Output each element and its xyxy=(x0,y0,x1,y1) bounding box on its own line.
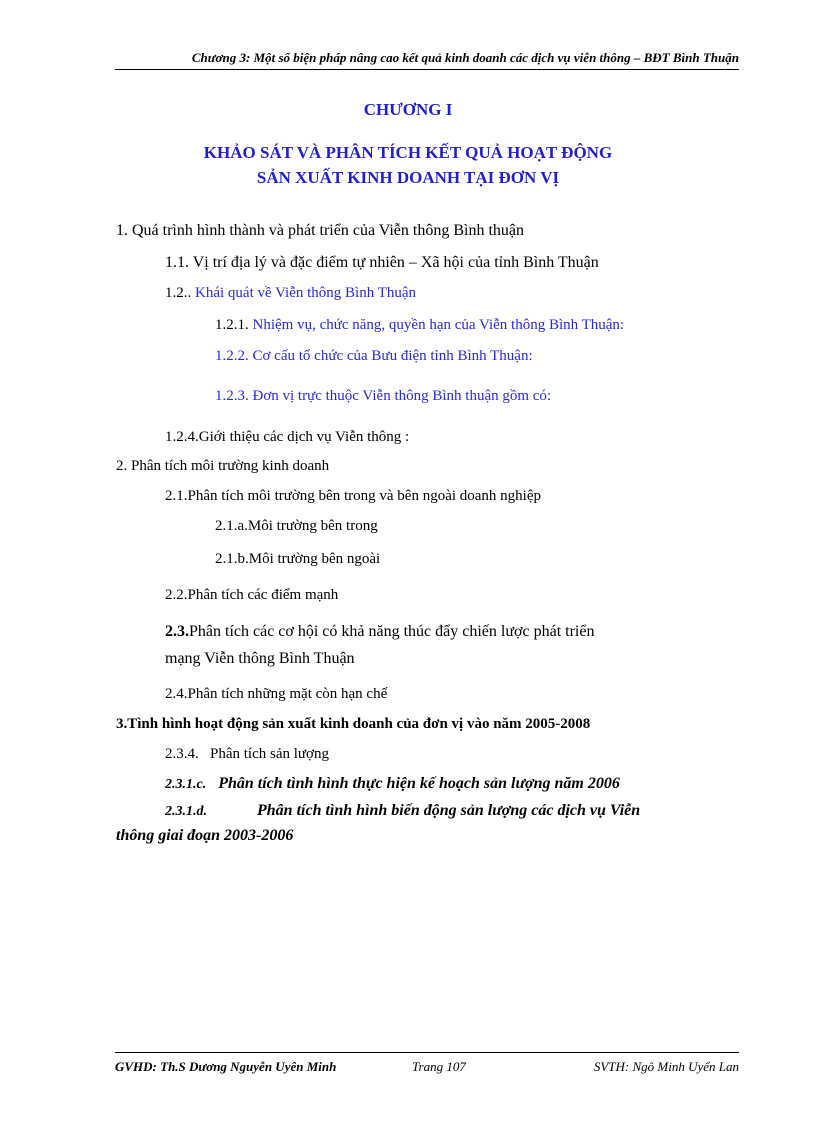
toc-section-1-2-1-text: Nhiệm vụ, chức năng, quyền hạn của Viễn thông Bình Thuận: xyxy=(252,317,625,333)
toc-section-2-3-1-d-text-line1: Phân tích tình hình biến động sản lượng các dịch vụ Viễn xyxy=(257,802,641,819)
toc-section-2-3-1-c-text: Phân tích tình hình thực hiện kế hoạch sản lượng năm 2006 xyxy=(218,775,620,792)
toc-section-1-2-4: 1.2.4.Giới thiệu các dịch vụ Viễn thông : xyxy=(165,429,410,445)
chapter-label: CHƯƠNG I xyxy=(363,100,453,119)
toc-section-1: 1. Quá trình hình thành và phát triển của Viễn thông Bình thuận xyxy=(116,222,524,239)
toc-section-2-3-number: 2.3. xyxy=(165,623,189,640)
toc-section-3: 3.Tình hình hoạt động sản xuất kinh doanh của đơn vị vào năm 2005-2008 xyxy=(116,716,591,732)
toc-section-1-2-number: 1.2.. xyxy=(165,285,192,301)
toc-section-1-2-text: Khái quát về Viễn thông Bình Thuận xyxy=(195,285,417,301)
header-text: Chương 3: Một số biện pháp nâng cao kết quả kinh doanh các dịch vụ viễn thông – BĐT Bình Thuận xyxy=(191,50,739,65)
toc-section-2-1-b: 2.1.b.Môi trường bên ngoài xyxy=(215,551,381,567)
footer-page-number: Trang 107 xyxy=(412,1059,466,1074)
toc-section-2-2: 2.2.Phân tích các điểm mạnh xyxy=(165,587,339,603)
toc-section-1-2 xyxy=(165,285,416,302)
toc-section-2-3-4 xyxy=(165,746,329,763)
toc-section-1-2-3: 1.2.3. Đơn vị trực thuộc Viễn thông Bình thuận gồm có: xyxy=(215,388,552,404)
toc-section-2-3-text-line1: Phân tích các cơ hội có khả năng thúc đẩy chiến lược phát triển xyxy=(189,623,595,640)
toc-section-2-3-1-d-text-line2: thông giai đoạn 2003-2006 xyxy=(116,827,294,844)
toc-section-2-3-4-number: 2.3.4. xyxy=(165,746,199,762)
toc-section-1-2-1 xyxy=(215,317,624,334)
toc-section-2-4: 2.4.Phân tích những mặt còn hạn chế xyxy=(165,686,388,702)
chapter-title-line1: KHẢO SÁT VÀ PHÂN TÍCH KẾT QUẢ HOẠT ĐỘNG xyxy=(203,143,613,162)
toc-section-2-3-line1 xyxy=(165,623,594,641)
toc-section-2-1-a: 2.1.a.Môi trường bên trong xyxy=(215,518,378,534)
footer-student: SVTH: Ngô Minh Uyển Lan xyxy=(593,1059,739,1074)
toc-section-2-3-1-d-number: 2.3.1.d. xyxy=(165,804,207,819)
toc-section-1-2-2: 1.2.2. Cơ cấu tổ chức của Bưu điện tỉnh Bình Thuận: xyxy=(215,348,533,364)
toc-section-2-3-1-c-number: 2.3.1.c. xyxy=(165,777,207,792)
toc-section-2-3-4-text: Phân tích sản lượng xyxy=(210,746,329,762)
footer-supervisor: GVHD: Th.S Dương Nguyễn Uyên Minh xyxy=(115,1059,337,1074)
toc-section-2-1: 2.1.Phân tích môi trường bên trong và bên ngoài doanh nghiệp xyxy=(165,488,541,504)
toc-section-1-1: 1.1. Vị trí địa lý và đặc điểm tự nhiên – Xã hội của tỉnh Bình Thuận xyxy=(165,254,599,271)
toc-section-2-3-1-d-line1 xyxy=(165,802,640,820)
toc-section-2-3-text-line2: mạng Viễn thông Bình Thuận xyxy=(165,650,355,667)
toc-section-2-3-1-c xyxy=(165,775,620,793)
chapter-title-line2: SẢN XUẤT KINH DOANH TẠI ĐƠN VỊ xyxy=(256,168,560,187)
toc-section-1-2-1-number: 1.2.1. xyxy=(215,317,249,333)
page-footer xyxy=(115,1052,739,1074)
page-header xyxy=(115,50,739,70)
toc-section-2: 2. Phân tích môi trường kinh doanh xyxy=(116,458,330,474)
